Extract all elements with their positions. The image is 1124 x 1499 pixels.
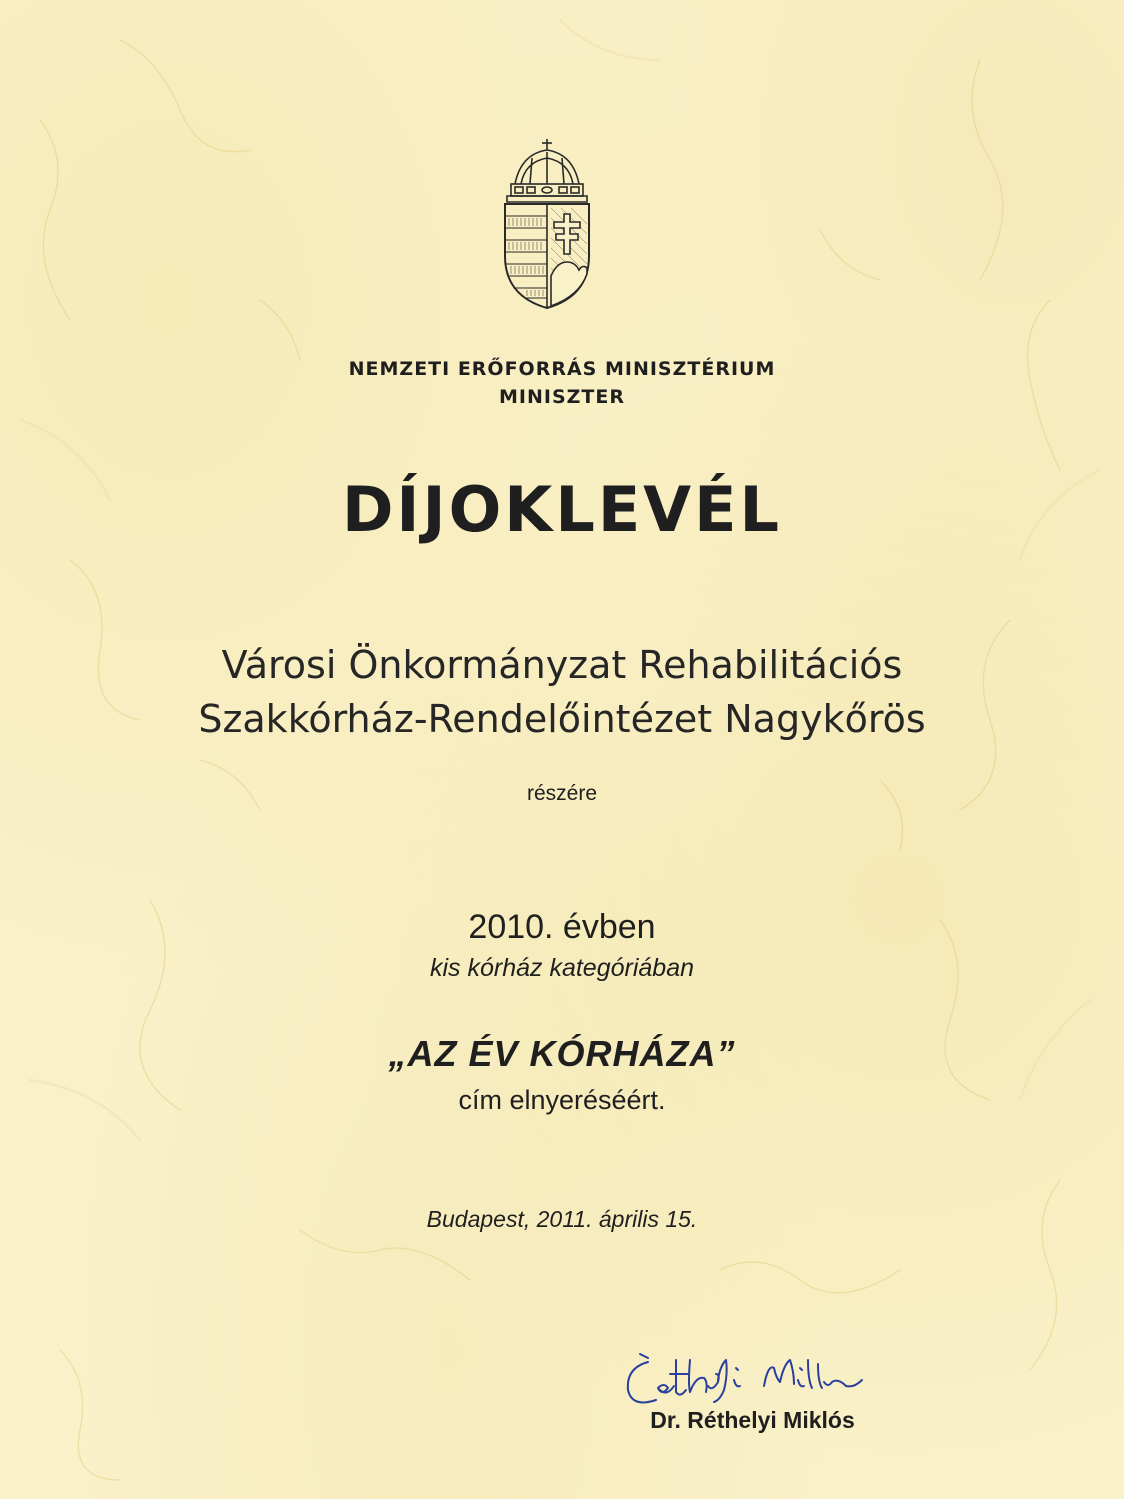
recipient-line-2: Szakkórház-Rendelőintézet Nagykőrös <box>198 697 926 741</box>
signer-name: Dr. Réthelyi Miklós <box>650 1407 855 1433</box>
recipient-line-1: Városi Önkormányzat Rehabilitációs <box>221 643 903 687</box>
award-year: 2010. évben <box>468 908 656 946</box>
issuer-block <box>0 355 1124 411</box>
place-and-date: Budapest, 2011. április 15. <box>426 1206 698 1232</box>
ministry-name: NEMZETI ERŐFORRÁS MINISZTÉRIUM <box>348 358 776 380</box>
minister-role: MINISZTER <box>499 386 625 408</box>
for-label: részére <box>526 782 598 805</box>
recipient-name <box>0 638 1124 746</box>
handwritten-signature <box>618 1340 868 1412</box>
award-reason: cím elnyeréséért. <box>458 1085 666 1115</box>
award-category: kis kórház kategóriában <box>429 954 695 982</box>
hungarian-coat-of-arms-icon <box>497 136 593 316</box>
document-title: DÍJOKLEVÉL <box>341 473 783 546</box>
award-title: „AZ ÉV KÓRHÁZA” <box>388 1033 736 1074</box>
